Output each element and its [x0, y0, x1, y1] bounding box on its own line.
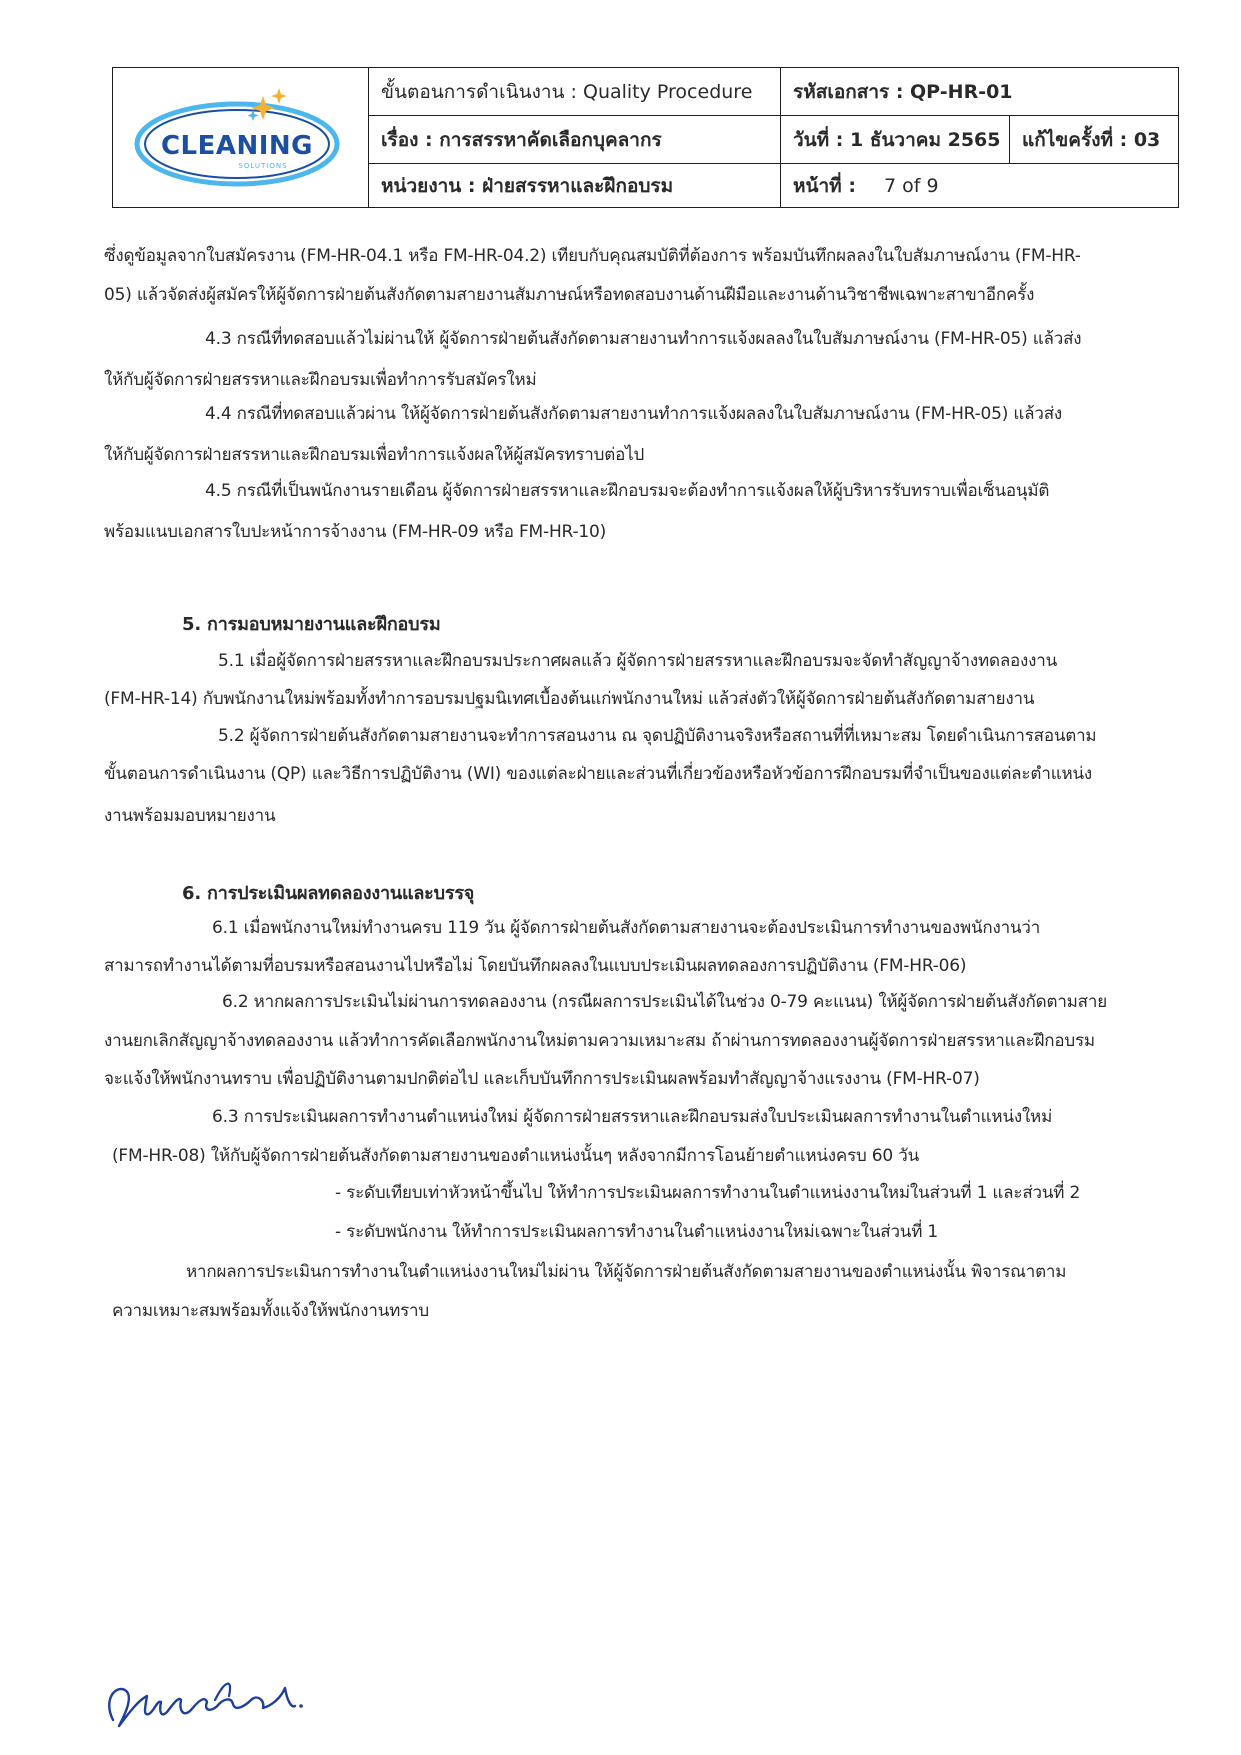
body-line: งานพร้อมมอบหมายงาน: [104, 806, 276, 826]
body-line: พร้อมแนบเอกสารใบปะหน้าการจ้างงาน (FM-HR-09 หรือ FM-HR-10): [104, 522, 607, 542]
svg-text:CLEANING: CLEANING: [160, 131, 314, 161]
body-line: หากผลการประเมินการทำงานในตำแหน่งงานใหม่ไม่ผ่าน ให้ผู้จัดการฝ่ายต้นสังกัดตามสายงานของตำแหน่งนั้น พิจารณาตาม: [186, 1262, 1067, 1282]
body-line: สามารถทำงานได้ตามที่อบรมหรือสอนงานไปหรือไม่ โดยบันทึกผลลงในแบบประเมินผลทดลองการปฏิบัติงาน (FM-HR-06): [104, 956, 967, 976]
body-line: 4.3 กรณีที่ทดสอบแล้วไม่ผ่านให้ ผู้จัดการฝ่ายต้นสังกัดตามสายงานทำการแจ้งผลลงในใบสัมภาษณ์งาน (FM-HR-05) แล้วส่ง: [205, 329, 1082, 349]
document-department: หน่วยงาน : ฝ่ายสรรหาและฝึกอบรม: [369, 164, 781, 208]
document-subject: เรื่อง : การสรรหาคัดเลือกบุคลากร: [369, 116, 781, 164]
section-5-heading: 5. การมอบหมายงานและฝึกอบรม: [182, 614, 441, 635]
body-line: 6.3 การประเมินผลการทำงานตำแหน่งใหม่ ผู้จัดการฝ่ายสรรหาและฝึกอบรมส่งใบประเมินผลการทำงานในตำแหน่งใหม่: [212, 1107, 1053, 1127]
page-value: 7 of 9: [883, 174, 939, 197]
svg-text:SOLUTIONS: SOLUTIONS: [238, 162, 288, 170]
body-line: 5.1 เมื่อผู้จัดการฝ่ายสรรหาและฝึกอบรมประกาศผลแล้ว ผู้จัดการฝ่ายสรรหาและฝึกอบรมจะจัดทำสัญญาจ้างทดลองงาน: [218, 651, 1058, 671]
document-revision: แก้ไขครั้งที่ : 03: [1010, 116, 1179, 164]
section-6-heading: 6. การประเมินผลทดลองงานและบรรจุ: [182, 883, 475, 904]
page-label: หน้าที่ :: [793, 174, 856, 197]
body-line: 6.2 หากผลการประเมินไม่ผ่านการทดลองงาน (กรณีผลการประเมินได้ในช่วง 0-79 คะแนน) ให้ผู้จัดการฝ่ายต้นสังกัดตามสาย: [222, 992, 1107, 1012]
body-line: (FM-HR-08) ให้กับผู้จัดการฝ่ายต้นสังกัดตามสายงานของตำแหน่งนั้นๆ หลังจากมีการโอนย้ายตำแหน่งครบ 60 วัน: [112, 1146, 920, 1166]
body-line: ความเหมาะสมพร้อมทั้งแจ้งให้พนักงานทราบ: [112, 1301, 429, 1321]
body-line: ให้กับผู้จัดการฝ่ายสรรหาและฝึกอบรมเพื่อทำการรับสมัครใหม่: [104, 370, 537, 390]
body-line: จะแจ้งให้พนักงานทราบ เพื่อปฏิบัติงานตามปกติต่อไป และเก็บบันทึกการประเมินผลพร้อมทำสัญญาจ้างแรงงาน (FM-HR-07): [104, 1069, 980, 1089]
body-line: ขั้นตอนการดำเนินงาน (QP) และวิธีการปฏิบัติงาน (WI) ของแต่ละฝ่ายและส่วนที่เกี่ยวข้องหรือหัวข้อการฝึกอบรมที่จำเป็นของแต่ละตำแหน่ง: [104, 764, 1093, 784]
body-line: 6.1 เมื่อพนักงานใหม่ทำงานครบ 119 วัน ผู้จัดการฝ่ายต้นสังกัดตามสายงานจะต้องประเมินการทำงานของพนักงานว่า: [212, 918, 1041, 938]
body-line: (FM-HR-14) กับพนักงานใหม่พร้อมทั้งทำการอบรมปฐมนิเทศเบื้องต้นแก่พนักงานใหม่ แล้วส่งตัวให้ผู้จัดการฝ่ายต้นสังกัดตามสายงาน: [104, 689, 1035, 709]
document-date: วันที่ : 1 ธันวาคม 2565: [781, 116, 1010, 164]
body-line: 5.2 ผู้จัดการฝ่ายต้นสังกัดตามสายงานจะทำการสอนงาน ณ จุดปฏิบัติงานจริงหรือสถานที่ที่เหมาะสม โดยดำเนินการสอนตาม: [218, 726, 1097, 746]
body-line: งานยกเลิกสัญญาจ้างทดลองงาน แล้วทำการคัดเลือกพนักงานใหม่ตามความเหมาะสม ถ้าผ่านการทดลองงานผู้จัดการฝ่ายสรรหาและฝึกอบรม: [104, 1031, 1095, 1051]
body-line: ซึ่งดูข้อมูลจากใบสมัครงาน (FM-HR-04.1 หรือ FM-HR-04.2) เทียบกับคุณสมบัติที่ต้องการ พร้อมบันทึกผลลงในใบสัมภาษณ์งาน (FM-HR-: [104, 246, 1081, 266]
bullet-item: - ระดับเทียบเท่าหัวหน้าขึ้นไป ให้ทำการประเมินผลการทำงานในตำแหน่งงานใหม่ในส่วนที่ 1 และส่วนที่ 2: [335, 1183, 1081, 1203]
signature: [95, 1660, 325, 1740]
body-line: 05) แล้วจัดส่งผู้สมัครให้ผู้จัดการฝ่ายต้นสังกัดตามสายงานสัมภาษณ์หรือทดสอบงานด้านฝีมือและงานด้านวิชาชีพเฉพาะสาขาอีกครั้ง: [104, 285, 1035, 305]
procedure-label: ขั้นตอนการดำเนินงาน : Quality Procedure: [369, 68, 781, 116]
document-code: รหัสเอกสาร : QP-HR-01: [781, 68, 1179, 116]
body-line: ให้กับผู้จัดการฝ่ายสรรหาและฝึกอบรมเพื่อทำการแจ้งผลให้ผู้สมัครทราบต่อไป: [104, 445, 645, 465]
body-line: 4.4 กรณีที่ทดสอบแล้วผ่าน ให้ผู้จัดการฝ่ายต้นสังกัดตามสายงานทำการแจ้งผลลงในใบสัมภาษณ์งาน (FM-HR-05) แล้วส่ง: [205, 404, 1062, 424]
bullet-item: - ระดับพนักงาน ให้ทำการประเมินผลการทำงานในตำแหน่งงานใหม่เฉพาะในส่วนที่ 1: [335, 1222, 939, 1242]
body-line: 4.5 กรณีที่เป็นพนักงานรายเดือน ผู้จัดการฝ่ายสรรหาและฝึกอบรมจะต้องทำการแจ้งผลให้ผู้บริหารรับทราบเพื่อเซ็นอนุมัติ: [205, 481, 1050, 501]
